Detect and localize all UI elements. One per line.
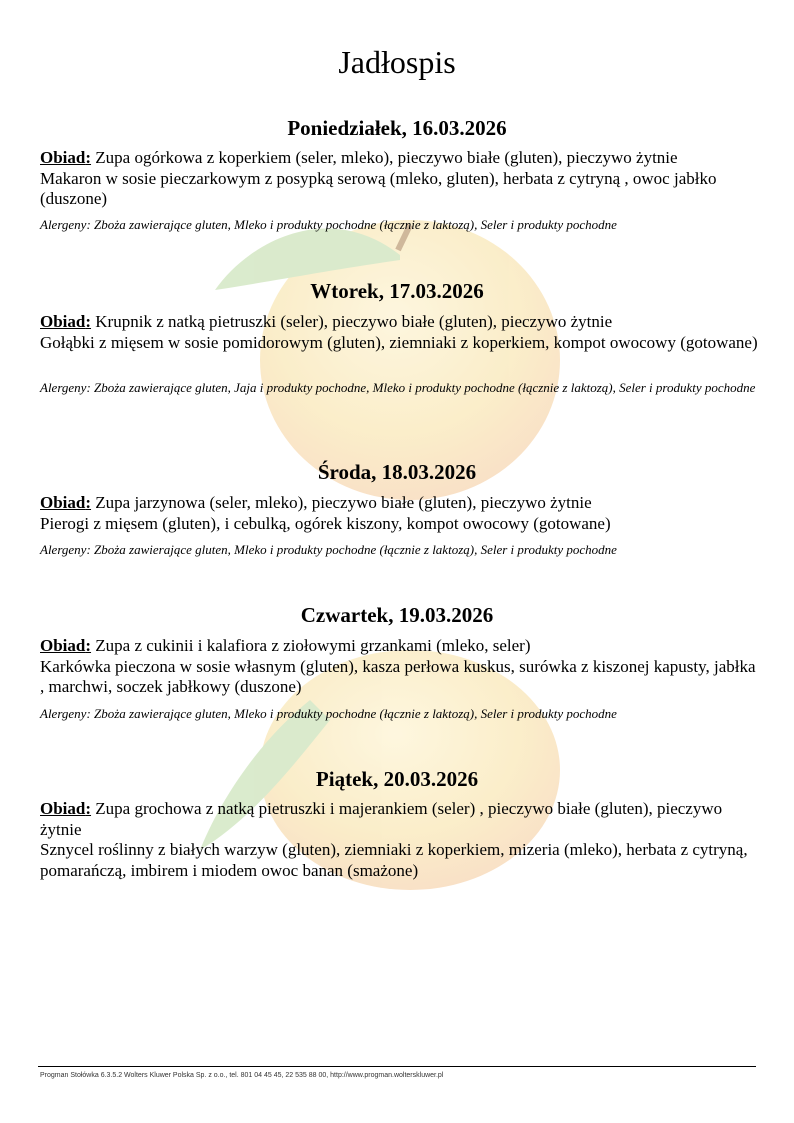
meal-wednesday	[40, 493, 760, 534]
meal-line-2: Gołąbki z mięsem w sosie pomidorowym (gluten), ziemniaki z koperkiem, kompot owocowy (gotowane)	[40, 332, 758, 352]
meal-label-colon: :	[85, 636, 92, 655]
meal-label: Obiad	[40, 493, 86, 512]
allergens-thursday: Alergeny: Zboża zawierające gluten, Mleko i produkty pochodne (łącznie z laktozą), Seler i produkty pochodne	[40, 706, 617, 721]
meal-label-colon: :	[85, 493, 92, 512]
allergens-monday: Alergeny: Zboża zawierające gluten, Mleko i produkty pochodne (łącznie z laktozą), Seler i produkty pochodne	[40, 217, 617, 232]
meal-line-1: Zupa grochowa z natką pietruszki i majerankiem (seler) , pieczywo białe (gluten), pieczywo żytnie	[40, 799, 723, 839]
meal-monday	[40, 148, 760, 210]
day-heading-friday: Piątek, 20.03.2026	[315, 767, 479, 791]
meal-label: Obiad	[40, 148, 86, 167]
footer-divider	[38, 1066, 756, 1067]
meal-line-1: Krupnik z natką pietruszki (seler), pieczywo białe (gluten), pieczywo żytnie	[95, 312, 613, 331]
meal-thursday	[40, 636, 760, 698]
meal-label-colon: :	[85, 148, 92, 167]
meal-label: Obiad	[40, 799, 86, 818]
day-heading-monday: Poniedziałek, 16.03.2026	[287, 116, 507, 140]
meal-line-1: Zupa jarzynowa (seler, mleko), pieczywo białe (gluten), pieczywo żytnie	[95, 493, 592, 512]
meal-label-colon: :	[85, 799, 92, 818]
meal-line-2: Sznycel roślinny z białych warzyw (gluten), ziemniaki z koperkiem, mizeria (mleko), herbata z cytryną, pomarańczą, imbirem i miodem owoc banan (smażone)	[40, 840, 748, 880]
meal-line-2: Pierogi z mięsem (gluten), i cebulką, ogórek kiszony, kompot owocowy (gotowane)	[40, 513, 611, 533]
footer-text: Progman Stołówka 6.3.5.2 Wolters Kluwer Polska Sp. z o.o., tel. 801 04 45 45, 22 535 88 00, http://www.progman.wolterskluwer.pl	[40, 1072, 444, 1079]
meal-label-colon: :	[85, 312, 92, 331]
meal-line-2: Karkówka pieczona w sosie własnym (gluten), kasza perłowa kuskus, surówka z kiszonej kapusty, jabłka , marchwi, soczek jabłkowy (duszone)	[40, 656, 756, 696]
meal-line-1: Zupa z cukinii i kalafiora z ziołowymi grzankami (mleko, seler)	[95, 636, 531, 655]
meal-label: Obiad	[40, 312, 86, 331]
meal-line-2: Makaron w sosie pieczarkowym z posypką serową (mleko, gluten), herbata z cytryną , owoc jabłko (duszone)	[40, 168, 717, 208]
meal-tuesday	[40, 312, 760, 353]
meal-friday	[40, 799, 760, 881]
allergens-wednesday: Alergeny: Zboża zawierające gluten, Mleko i produkty pochodne (łącznie z laktozą), Seler i produkty pochodne	[40, 542, 617, 557]
allergens-tuesday: Alergeny: Zboża zawierające gluten, Jaja i produkty pochodne, Mleko i produkty pochodne (łącznie z laktozą), Seler i produkty pochodne	[40, 380, 756, 395]
day-heading-tuesday: Wtorek, 17.03.2026	[310, 279, 484, 303]
meal-label: Obiad	[40, 636, 86, 655]
meal-line-1: Zupa ogórkowa z koperkiem (seler, mleko), pieczywo białe (gluten), pieczywo żytnie	[95, 148, 678, 167]
page-title: Jadłospis	[338, 44, 456, 80]
day-heading-wednesday: Środa, 18.03.2026	[317, 460, 477, 484]
day-heading-thursday: Czwartek, 19.03.2026	[300, 603, 494, 627]
